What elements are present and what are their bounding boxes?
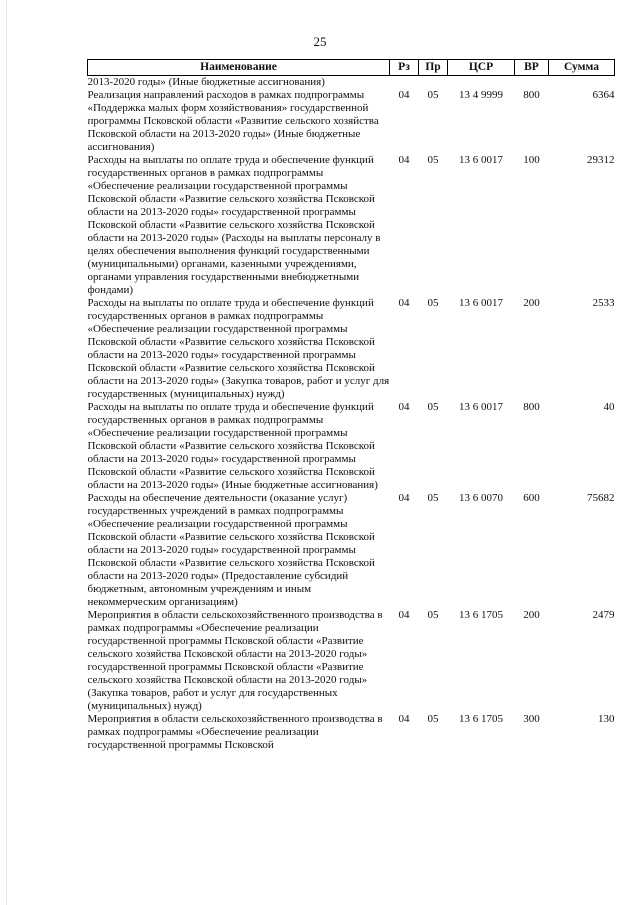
row-name: Мероприятия в области сельскохозяйственного производства в рамках подпрограммы «Обеспечение реализации государственной программы Псковской области «Развитие сельского хозяйства Псковской области на 2013-2020 годы» государственной программы Псковской области «Развитие сельского хозяйства Псковской области на 2013-2020 годы» (Закупка товаров, работ и услуг для государственных (муниципальных) нужд)	[87, 609, 383, 712]
row-name: 2013-2020 годы» (Иные бюджетные ассигнования)	[87, 76, 325, 88]
row-sum: 6364	[592, 89, 615, 101]
header-csr: ЦСР	[448, 60, 515, 76]
row-csr: 13 6 1705	[459, 713, 503, 725]
row-pr: 05	[427, 609, 439, 621]
row-csr: 13 6 0017	[459, 297, 503, 309]
row-sum: 2533	[592, 297, 615, 309]
row-rz	[390, 76, 419, 90]
row-csr: 13 6 0070	[459, 492, 503, 504]
row-pr	[419, 76, 448, 90]
row-name: Реализация направлений расходов в рамках подпрограммы «Поддержка малых форм хозяйствования» государственной программы Псковской области «Развитие сельского хозяйства Псковской области на 2013-2020 годы» (Иные бюджетные ассигнования)	[87, 89, 379, 153]
table-header-row	[88, 60, 615, 76]
row-sum	[549, 76, 615, 90]
row-pr: 05	[427, 154, 439, 166]
row-pr: 05	[427, 713, 439, 725]
row-vr: 100	[523, 154, 540, 166]
scan-edge	[6, 0, 7, 905]
row-rz: 04	[398, 713, 410, 725]
table-row	[88, 154, 615, 297]
table-row	[88, 76, 615, 90]
row-vr: 300	[523, 713, 540, 725]
row-name: Расходы на выплаты по оплате труда и обеспечение функций государственных органов в рамках подпрограммы «Обеспечение реализации государственной программы Псковской области «Развитие сельского хозяйства Псковской области на 2013-2020 годы» государственной программы Псковской области «Развитие сельского хозяйства Псковской области на 2013-2020 годы» (Закупка товаров, работ и услуг для государственных (муниципальных) нужд)	[87, 297, 390, 400]
table-row	[88, 609, 615, 713]
table-row	[88, 713, 615, 752]
row-name: Расходы на выплаты по оплате труда и обеспечение функций государственных органов в рамках подпрограммы «Обеспечение реализации государственной программы Псковской области «Развитие сельского хозяйства Псковской области на 2013-2020 годы» государственной программы Псковской области «Развитие сельского хозяйства Псковской области на 2013-2020 годы» (Расходы на выплаты персоналу в целях обеспечения выполнения функций государственными (муниципальными) органами, казенными учреждениями, органами управления государственными внебюджетными фондами)	[87, 154, 381, 296]
row-rz: 04	[398, 297, 410, 309]
row-pr: 05	[427, 89, 439, 101]
table-row	[88, 401, 615, 492]
row-vr: 600	[523, 492, 540, 504]
page-number: 25	[313, 34, 327, 49]
row-rz: 04	[398, 401, 410, 413]
row-sum: 75682	[587, 492, 615, 504]
table-row	[88, 89, 615, 154]
row-csr: 13 4 9999	[459, 89, 503, 101]
header-sum: Сумма	[549, 60, 615, 76]
row-csr: 13 6 1705	[459, 609, 503, 621]
row-rz: 04	[398, 492, 410, 504]
row-csr: 13 6 0017	[459, 401, 503, 413]
table-row	[88, 492, 615, 609]
row-name: Расходы на выплаты по оплате труда и обеспечение функций государственных органов в рамках подпрограммы «Обеспечение реализации государственной программы Псковской области «Развитие сельского хозяйства Псковской области на 2013-2020 годы» государственной программы Псковской области «Развитие сельского хозяйства Псковской области на 2013-2020 годы» (Иные бюджетные ассигнования)	[87, 401, 378, 491]
row-vr: 800	[523, 89, 540, 101]
row-pr: 05	[427, 492, 439, 504]
header-vr: ВР	[515, 60, 549, 76]
row-rz: 04	[398, 609, 410, 621]
header-name: Наименование	[88, 60, 390, 76]
row-sum: 29312	[587, 154, 615, 166]
header-rz: Рз	[390, 60, 419, 76]
row-vr: 800	[523, 401, 540, 413]
row-pr: 05	[427, 401, 439, 413]
table-row	[88, 297, 615, 401]
row-vr: 200	[523, 297, 540, 309]
row-name: Расходы на обеспечение деятельности (оказание услуг) государственных учреждений в рамках подпрограммы «Обеспечение реализации государственной программы Псковской области «Развитие сельского хозяйства Псковской области на 2013-2020 годы» государственной программы Псковской области «Развитие сельского хозяйства Псковской области на 2013-2020 годы» (Предоставление субсидий бюджетным, автономным учреждениям и иным некоммерческим организациям)	[87, 492, 375, 608]
row-sum: 2479	[592, 609, 615, 621]
row-rz: 04	[398, 89, 410, 101]
row-name: Мероприятия в области сельскохозяйственного производства в рамках подпрограммы «Обеспечение реализации государственной программы Псковской	[87, 713, 383, 751]
row-csr: 13 6 0017	[459, 154, 503, 166]
row-sum: 130	[598, 713, 615, 725]
row-sum: 40	[603, 401, 615, 413]
row-rz: 04	[398, 154, 410, 166]
header-pr: Пр	[419, 60, 448, 76]
row-csr	[448, 76, 515, 90]
row-vr: 200	[523, 609, 540, 621]
row-vr	[515, 76, 549, 90]
row-pr: 05	[427, 297, 439, 309]
budget-table	[87, 59, 615, 752]
